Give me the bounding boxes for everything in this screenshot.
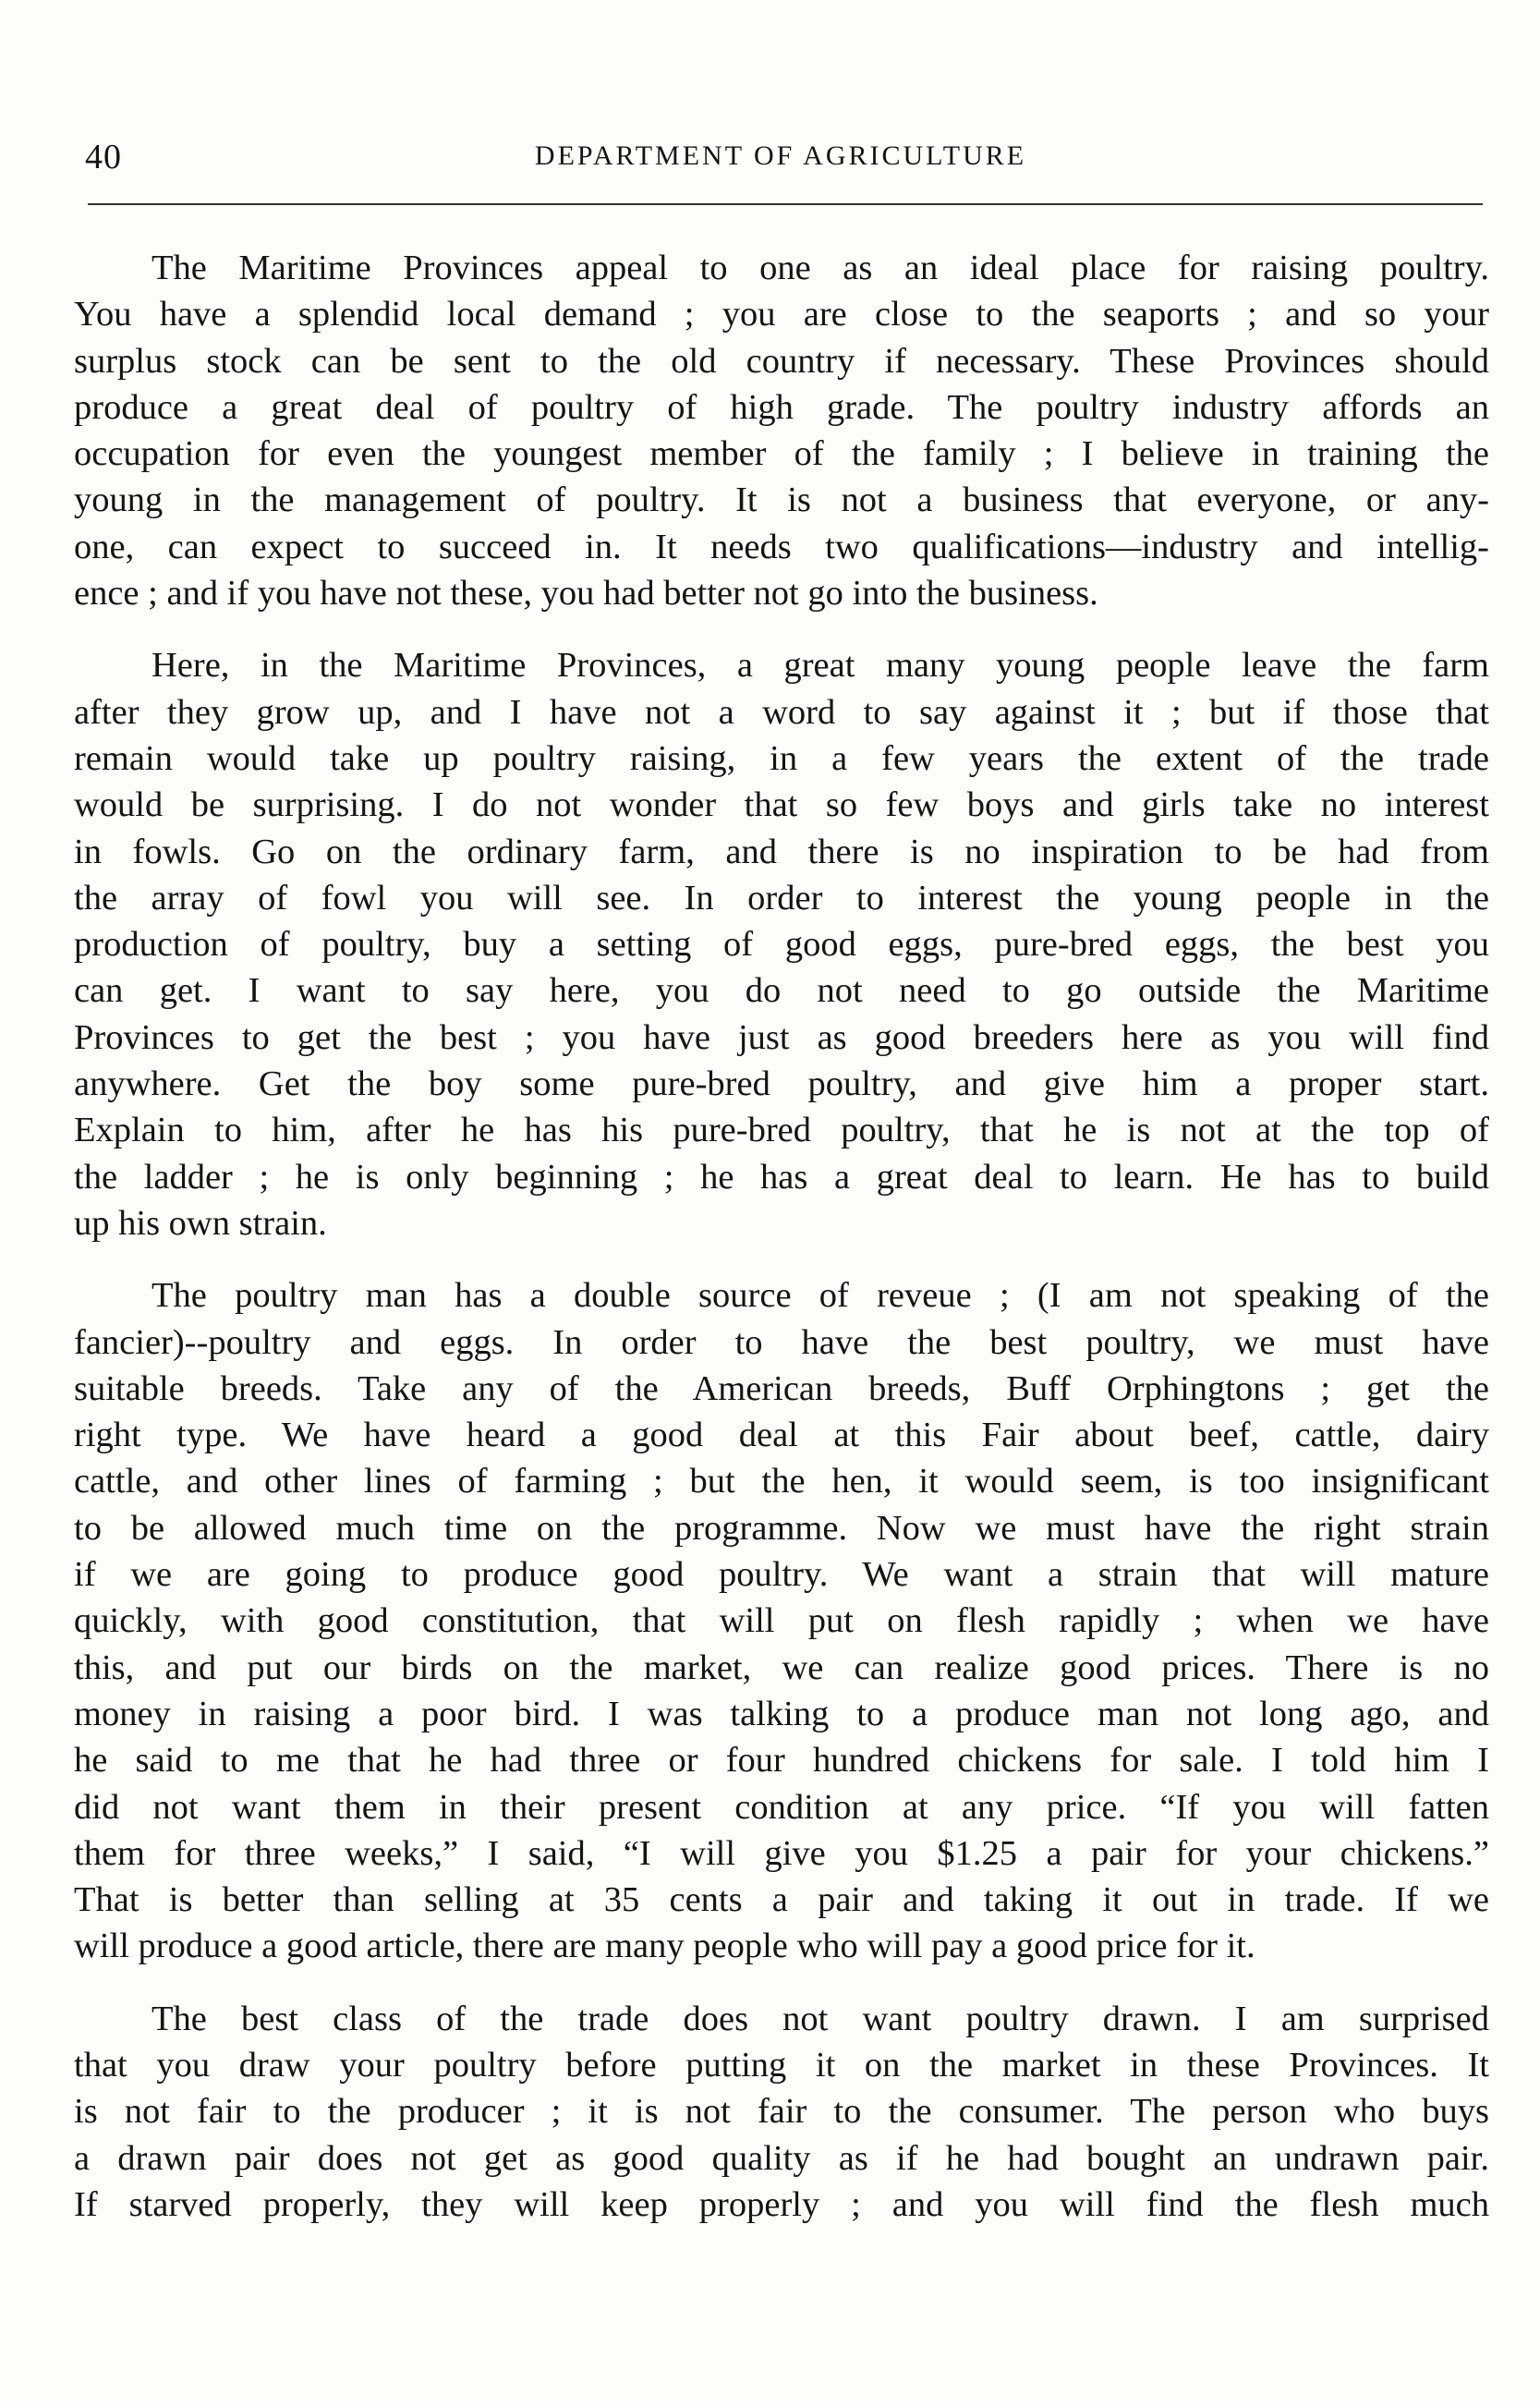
text-line: up his own strain. — [74, 1203, 327, 1243]
text-line: You have a splendid local demand ; you are close to the seaports ; and so your — [74, 295, 1489, 334]
text-line: suitable breeds. Take any of the American breeds, Buff Orphingtons ; get the — [74, 1368, 1489, 1408]
text-line: surplus stock can be sent to the old country if necessary. These Provinces should — [74, 341, 1489, 381]
header-title: DEPARTMENT OF AGRICULTURE — [534, 140, 1027, 171]
text-line: if we are going to produce good poultry. We want a strain that will mature — [74, 1555, 1489, 1595]
running-head — [74, 137, 1487, 183]
text-line: is not fair to the producer ; it is not fair to the consumer. The person who buys — [74, 2092, 1489, 2132]
text-line: after they grow up, and I have not a word to say against it ; but if those that — [74, 692, 1489, 732]
page-number: 40 — [85, 138, 122, 176]
text-line: would be surprising. I do not wonder that so few boys and girls take no interest — [74, 785, 1489, 825]
text-line: Explain to him, after he has his pure-bred poultry, that he is not at the top of — [74, 1111, 1489, 1150]
text-line: can get. I want to say here, you do not need to go outside the Maritime — [74, 971, 1489, 1011]
text-line: one, can expect to succeed in. It needs two qualifications—industry and intellig- — [74, 527, 1489, 566]
text-line: The best class of the trade does not want poultry drawn. I am surprised — [152, 1999, 1489, 2038]
text-line: ence ; and if you have not these, you had better not go into the business. — [74, 574, 1098, 614]
text-line: The Maritime Provinces appeal to one as an ideal place for raising poultry. — [152, 249, 1489, 287]
paragraph — [74, 245, 1489, 616]
text-line: young in the management of poultry. It is not a business that everyone, or any- — [74, 480, 1489, 520]
text-line: to be allowed much time on the programme. Now we must have the right strain — [74, 1508, 1489, 1548]
text-line: a drawn pair does not get as good quality as if he had bought an undrawn pair. — [74, 2138, 1489, 2178]
text-line: right type. We have heard a good deal at this Fair about beef, cattle, dairy — [74, 1416, 1489, 1455]
text-line: produce a great deal of poultry of high grade. The poultry industry affords an — [74, 387, 1489, 427]
text-line: them for three weeks,” I said, “I will give you $1.25 a pair for your chickens.” — [74, 1833, 1489, 1873]
text-line: this, and put our birds on the market, we can realize good prices. There is no — [74, 1647, 1489, 1687]
text-line: fancier)--poultry and eggs. In order to have the best poultry, we must have — [74, 1322, 1489, 1362]
header-rule — [88, 203, 1483, 205]
text-line: he said to me that he had three or four hundred chickens for sale. I told him I — [74, 1741, 1489, 1781]
paragraph — [74, 642, 1489, 1246]
text-line: remain would take up poultry raising, in a few years the extent of the trade — [74, 738, 1489, 778]
text-line: production of poultry, buy a setting of good eggs, pure-bred eggs, the best you — [74, 925, 1489, 965]
text-line: Provinces to get the best ; you have just as good breeders here as you will find — [74, 1017, 1489, 1057]
text-line: occupation for even the youngest member of the family ; I believe in training the — [74, 434, 1489, 474]
text-line: in fowls. Go on the ordinary farm, and there is no inspiration to be had from — [74, 832, 1489, 871]
text-line: If starved properly, they will keep properly ; and you will find the flesh much — [74, 2184, 1489, 2224]
text-line: anywhere. Get the boy some pure-bred poultry, and give him a proper start. — [74, 1064, 1489, 1104]
text-line: money in raising a poor bird. I was talking to a produce man not long ago, and — [74, 1694, 1489, 1733]
body-text — [74, 245, 1489, 2254]
text-line: the array of fowl you will see. In order to interest the young people in the — [74, 878, 1489, 918]
paragraph — [74, 1996, 1489, 2228]
text-line: did not want them in their present condition at any price. “If you will fatten — [74, 1787, 1489, 1827]
text-line: quickly, with good constitution, that will put on flesh rapidly ; when we have — [74, 1601, 1489, 1641]
text-line: will produce a good article, there are many people who will pay a good price for it. — [74, 1927, 1255, 1966]
text-line: Here, in the Maritime Provinces, a great many young people leave the farm — [152, 646, 1489, 686]
paragraph — [74, 1272, 1489, 1969]
text-line: the ladder ; he is only beginning ; he has a great deal to learn. He has to build — [74, 1157, 1489, 1197]
text-line: That is better than selling at 35 cents a pair and taking it out in trade. If we — [74, 1880, 1489, 1920]
text-line: cattle, and other lines of farming ; but the hen, it would seem, is too insignificant — [74, 1462, 1489, 1501]
text-line: The poultry man has a double source of reveue ; (I am not speaking of the — [152, 1276, 1489, 1316]
text-line: that you draw your poultry before putting it on the market in these Provinces. It — [74, 2045, 1489, 2085]
